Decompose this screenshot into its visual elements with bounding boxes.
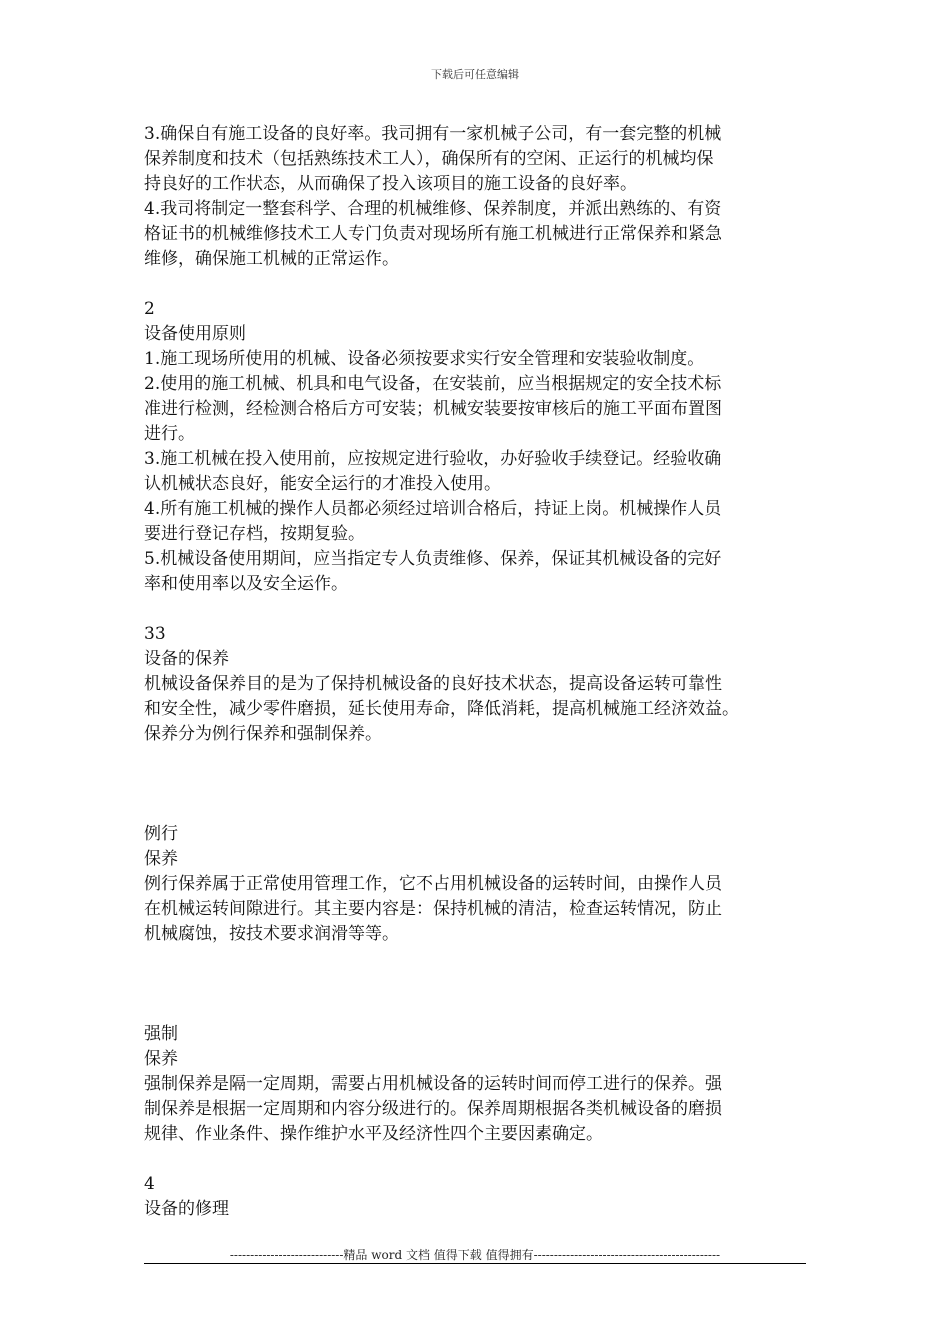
section-heading: 设备使用原则 — [144, 324, 246, 344]
list-item-line: 4.所有施工机械的操作人员都必须经过培训合格后，持证上岗。机械操作人员 — [144, 499, 722, 519]
paragraph-line: 持良好的工作状态，从而确保了投入该项目的施工设备的良好率。 — [144, 174, 637, 194]
list-item-line: 3.施工机械在投入使用前，应按规定进行验收，办好验收手续登记。经验收确 — [144, 449, 722, 469]
paragraph-line: 4.我司将制定一整套科学、合理的机械维修、保养制度，并派出熟练的、有资 — [144, 199, 722, 219]
list-item-line: 进行。 — [144, 424, 195, 444]
document-body — [144, 122, 810, 1222]
paragraph-line: 3.确保自有施工设备的良好率。我司拥有一家机械子公司，有一套完整的机械 — [144, 124, 722, 144]
paragraph-line: 强制保养是隔一定周期，需要占用机械设备的运转时间而停工进行的保养。强 — [144, 1074, 722, 1094]
section-number: 2 — [144, 299, 155, 319]
subsection-title: 强制 — [144, 1024, 178, 1044]
subsection-title: 保养 — [144, 1049, 178, 1069]
list-item-line: 认机械状态良好，能安全运行的才准投入使用。 — [144, 474, 501, 494]
page-footer: ----------------------------精品 word 文档 值得下载 值得拥有---------------------------------------------- — [229, 1248, 721, 1262]
subsection-title: 例行 — [144, 824, 178, 844]
paragraph-line: 保养制度和技术（包括熟练技术工人），确保所有的空闲、正运行的机械均保 — [144, 149, 714, 169]
list-item-line: 要进行登记存档，按期复验。 — [144, 524, 365, 544]
list-item-line: 1.施工现场所使用的机械、设备必须按要求实行安全管理和安装验收制度。 — [144, 349, 705, 369]
section-number: 4 — [144, 1174, 155, 1194]
paragraph-line: 格证书的机械维修技术工人专门负责对现场所有施工机械进行正常保养和紧急 — [144, 224, 722, 244]
section-heading: 设备的修理 — [144, 1199, 229, 1219]
list-item-line: 2.使用的施工机械、机具和电气设备，在安装前，应当根据规定的安全技术标 — [144, 374, 722, 394]
paragraph-line: 例行保养属于正常使用管理工作，它不占用机械设备的运转时间，由操作人员 — [144, 874, 722, 894]
subsection-title: 保养 — [144, 849, 178, 869]
section-number: 33 — [144, 624, 166, 644]
paragraph-line: 机械设备保养目的是为了保持机械设备的良好技术状态，提高设备运转可靠性 — [144, 674, 722, 694]
list-item-line: 5.机械设备使用期间，应当指定专人负责维修、保养，保证其机械设备的完好 — [144, 549, 722, 569]
paragraph-line: 机械腐蚀，按技术要求润滑等等。 — [144, 924, 399, 944]
section-heading: 设备的保养 — [144, 649, 229, 669]
paragraph-line: 规律、作业条件、操作维护水平及经济性四个主要因素确定。 — [144, 1124, 603, 1144]
paragraph-line: 制保养是根据一定周期和内容分级进行的。保养周期根据各类机械设备的磨损 — [144, 1099, 722, 1119]
paragraph-line: 维修，确保施工机械的正常运作。 — [144, 249, 399, 269]
paragraph-line: 在机械运转间隙进行。其主要内容是：保持机械的清洁，检查运转情况，防止 — [144, 899, 722, 919]
paragraph-line: 保养分为例行保养和强制保养。 — [144, 724, 382, 744]
paragraph-line: 和安全性，减少零件磨损，延长使用寿命，降低消耗，提高机械施工经济效益。 — [144, 699, 739, 719]
list-item-line: 准进行检测，经检测合格后方可安装；机械安装要按审核后的施工平面布置图 — [144, 399, 722, 419]
footer-divider — [144, 1263, 806, 1264]
list-item-line: 率和使用率以及安全运作。 — [144, 574, 348, 594]
page-header: 下载后可任意编辑 — [431, 68, 519, 81]
